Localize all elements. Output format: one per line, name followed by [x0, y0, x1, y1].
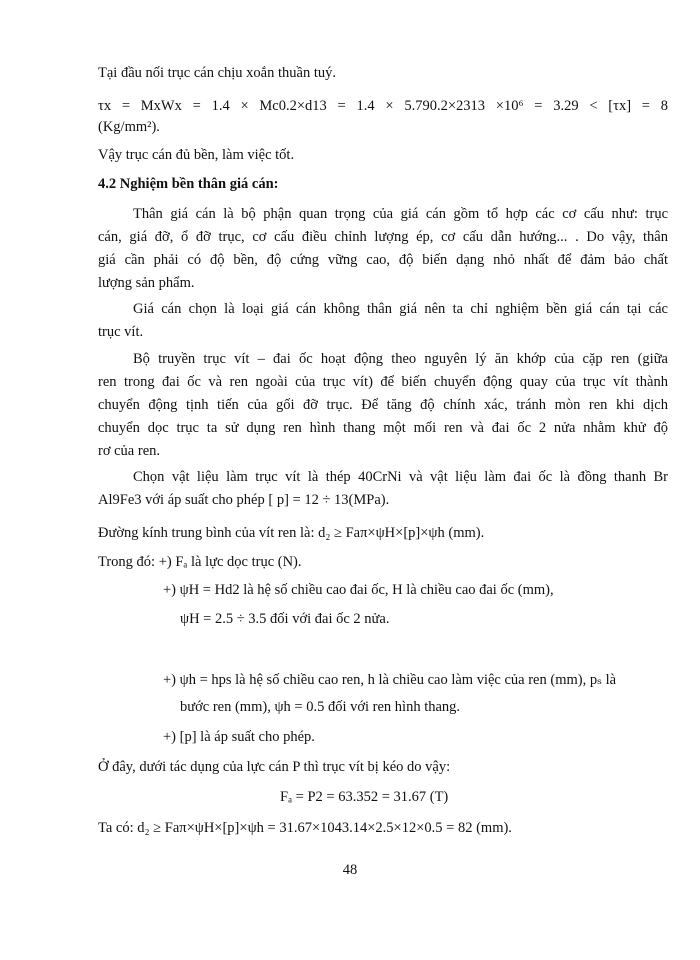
text-line: Trong đó: +) Fₐ là lực dọc trục (N).	[98, 554, 302, 570]
text-line: cán, giá đỡ, ổ đỡ trục, cơ cấu điều chỉnh lượng ép, cơ cấu dẫn hướng... . Do vậy, thân	[98, 229, 668, 245]
text-line: Al9Fe3 với áp suất cho phép [ p] = 12 ÷ 13(MPa).	[98, 492, 390, 508]
text-line: Tại đầu nối trục cán chịu xoắn thuần tuý.	[98, 65, 336, 81]
text-line: Bộ truyền trục vít – đai ốc hoạt động theo nguyên lý ăn khớp của cặp ren (giữa	[133, 351, 668, 367]
formula-diameter: Đường kính trung bình của vít ren là: d₂ ≥ Faπ×ψH×[p]×ψh (mm).	[98, 525, 485, 541]
text-line: chuyển dọc trục ta sử dụng ren hình thang một mối ren và đai ốc 2 nửa nhằm khử độ	[98, 420, 668, 436]
text-line: Ở đây, dưới tác dụng của lực cán P thì trục vít bị kéo do vậy:	[98, 759, 451, 775]
text-line: Vậy trục cán đủ bền, làm việc tốt.	[98, 147, 295, 163]
text-line: giá cần phải có độ bền, độ cứng vững cao, độ biến dạng nhỏ nhất để đảm bảo chất	[98, 252, 668, 268]
section-heading: 4.2 Nghiệm bền thân giá cán:	[98, 176, 279, 192]
text-line: chuyển động tịnh tiến của gối đỡ trục. Để tăng độ chính xác, tránh mòn ren khi dịch	[98, 397, 668, 413]
text-line: +) ψh = hps là hệ số chiều cao ren, h là chiều cao làm việc của ren (mm), pₛ là	[163, 672, 617, 688]
text-line: lượng sản phẩm.	[98, 275, 195, 291]
text-line: ren trong đai ốc và ren ngoài của trục vít) để biến chuyển động quay của trục vít thành	[98, 374, 668, 390]
formula-unit: (Kg/mm²).	[98, 119, 160, 135]
text-line: rơ của ren.	[98, 443, 161, 459]
page-number: 48	[342, 862, 358, 878]
formula-torsion: τx = MxWx = 1.4 × Mc0.2×d13 = 1.4 × 5.790.2×2313 ×10⁶ = 3.29 < [τx] = 8	[98, 98, 668, 114]
text-line: Giá cán chọn là loại giá cán không thân giá nên ta chỉ nghiệm bền giá cán tại các	[133, 301, 668, 317]
formula-force: Fₐ = P2 = 63.352 = 31.67 (T)	[280, 789, 449, 805]
text-line: bước ren (mm), ψh = 0.5 đối với ren hình thang.	[180, 699, 461, 715]
text-line: Chọn vật liệu làm trục vít là thép 40CrNi và vật liệu làm đai ốc là đồng thanh Br	[133, 469, 668, 485]
text-line: +) ψH = Hd2 là hệ số chiều cao đai ốc, H là chiều cao đai ốc (mm),	[163, 582, 554, 598]
text-line: +) [p] là áp suất cho phép.	[163, 729, 315, 745]
text-line: trục vít.	[98, 324, 144, 340]
text-line: ψH = 2.5 ÷ 3.5 đối với đai ốc 2 nửa.	[180, 611, 390, 627]
formula-result: Ta có: d₂ ≥ Faπ×ψH×[p]×ψh = 31.67×1043.14×2.5×12×0.5 = 82 (mm).	[98, 820, 512, 836]
text-line: Thân giá cán là bộ phận quan trọng của giá cán gồm tổ hợp các cơ cấu như: trục	[133, 206, 668, 222]
